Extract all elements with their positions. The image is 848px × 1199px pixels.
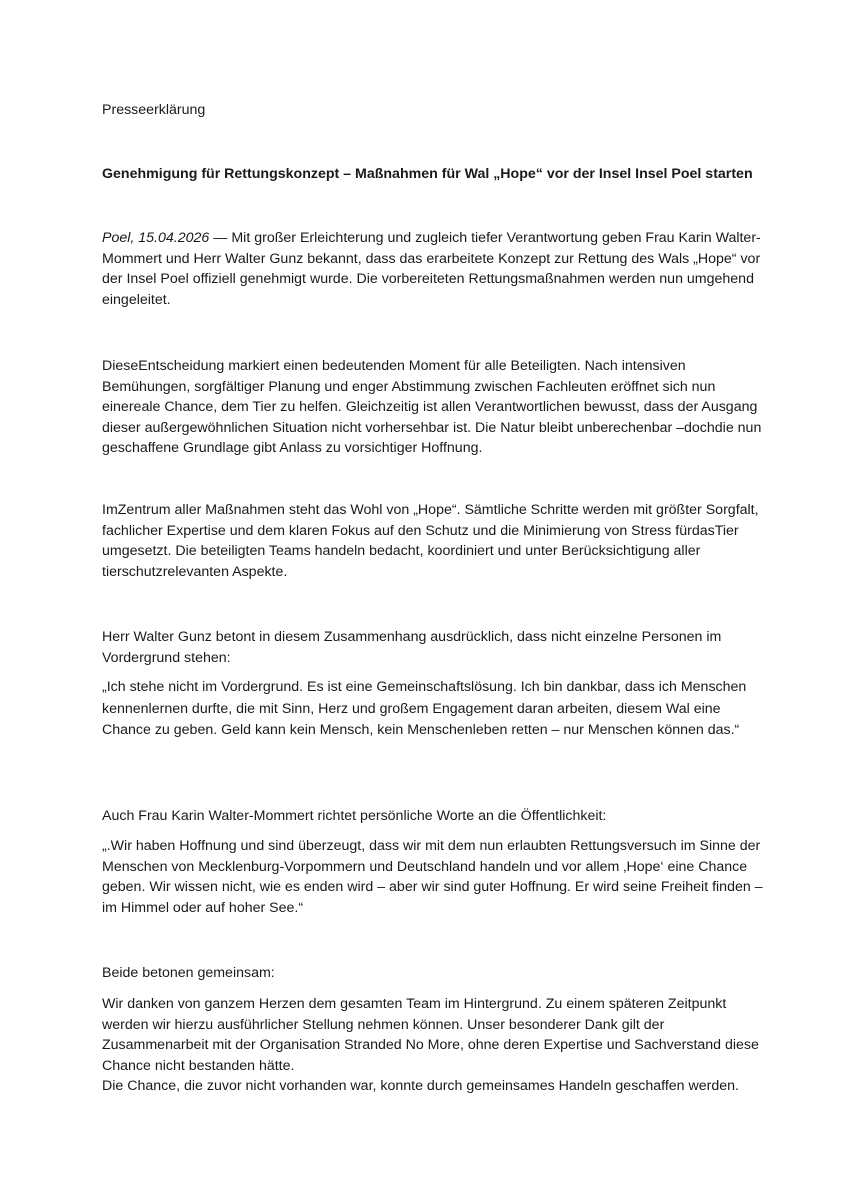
paragraph-gunz-intro: Herr Walter Gunz betont in diesem Zusammenhang ausdrücklich, dass nicht einzelne Personen im Vordergrund stehen: xyxy=(102,629,722,666)
quote-gunz: „Ich stehe nicht im Vordergrund. Es ist eine Gemeinschaftslösung. Ich bin dankbar, dass ich Menschen kennenlernen durfte, die mit Sinn, Herz und großem Engagement daran arbeiten, diesem Wal eine Chance zu geben. Geld kann kein Mensch, kein Menschenleben retten – nur Menschen können das.“ xyxy=(102,679,747,738)
paragraph-closing: Die Chance, die zuvor nicht vorhanden war, konnte durch gemeinsames Handeln geschaffen werden. xyxy=(102,1078,739,1094)
paragraph-thanks: Wir danken von ganzem Herzen dem gesamten Team im Hintergrund. Zu einem späteren Zeitpunkt werden wir hierzu ausführlicher Stellung nehmen können. Unser besonderer Dank gilt der Zusammenarbeit mit der Organisation Stranded No More, ohne deren Expertise und Sachverstand diese Chance nicht bestanden hätte. xyxy=(102,996,759,1074)
headline: Genehmigung für Rettungskonzept – Maßnahmen für Wal „Hope“ vor der Insel Insel Poel starten xyxy=(102,166,753,182)
paragraph-intro xyxy=(102,228,772,310)
paragraph-walter-mommert-intro: Auch Frau Karin Walter-Mommert richtet persönliche Worte an die Öffentlichkeit: xyxy=(102,808,607,824)
paragraph-welfare: ImZentrum aller Maßnahmen steht das Wohl von „Hope“. Sämtliche Schritte werden mit größter Sorgfalt, fachlicher Expertise und dem klaren Fokus auf den Schutz und die Minimierung von Stress fürdasTier umgesetzt. Die beteiligten Teams handeln bedacht, koordiniert und unter Berücksichtigung aller tierschutzrelevanten Aspekte. xyxy=(102,502,759,580)
document-kicker: Presseerklärung xyxy=(102,102,206,118)
paragraph-intro-text: — Mit großer Erleichterung und zugleich tiefer Verantwortung geben Frau Karin Walter-Mommert und Herr Walter Gunz bekannt, dass das erarbeitete Konzept zur Rettung des Wals „Hope“ vor der Insel Poel offiziell genehmigt wurde. Die vorbereiteten Rettungsmaßnahmen werden nun umgehend eingeleitet. xyxy=(102,230,761,308)
paragraph-joint-statement-intro: Beide betonen gemeinsam: xyxy=(102,965,275,981)
quote-walter-mommert: „.Wir haben Hoffnung und sind überzeugt, dass wir mit dem nun erlaubten Rettungsversuch im Sinne der Menschen von Mecklenburg-Vorpommern und Deutschland handeln und vor allem ‚Hope‘ eine Chance geben. Wir wissen nicht, wie es enden wird – aber wir sind guter Hoffnung. Er wird seine Freiheit finden – im Himmel oder auf hoher See.“ xyxy=(102,838,763,916)
dateline: Poel, 15.04.2026 xyxy=(102,230,210,246)
paragraph-decision: DieseEntscheidung markiert einen bedeutenden Moment für alle Beteiligten. Nach intensiven Bemühungen, sorgfältiger Planung und enger Abstimmung zwischen Fachleuten eröffnet sich nun einereale Chance, dem Tier zu helfen. Gleichzeitig ist allen Verantwortlichen bewusst, dass der Ausgang dieser außergewöhnlichen Situation nicht vorhersehbar ist. Die Natur bleibt unberechenbar –dochdie nun geschaffene Grundlage gibt Anlass zu vorsichtiger Hoffnung. xyxy=(102,358,762,456)
